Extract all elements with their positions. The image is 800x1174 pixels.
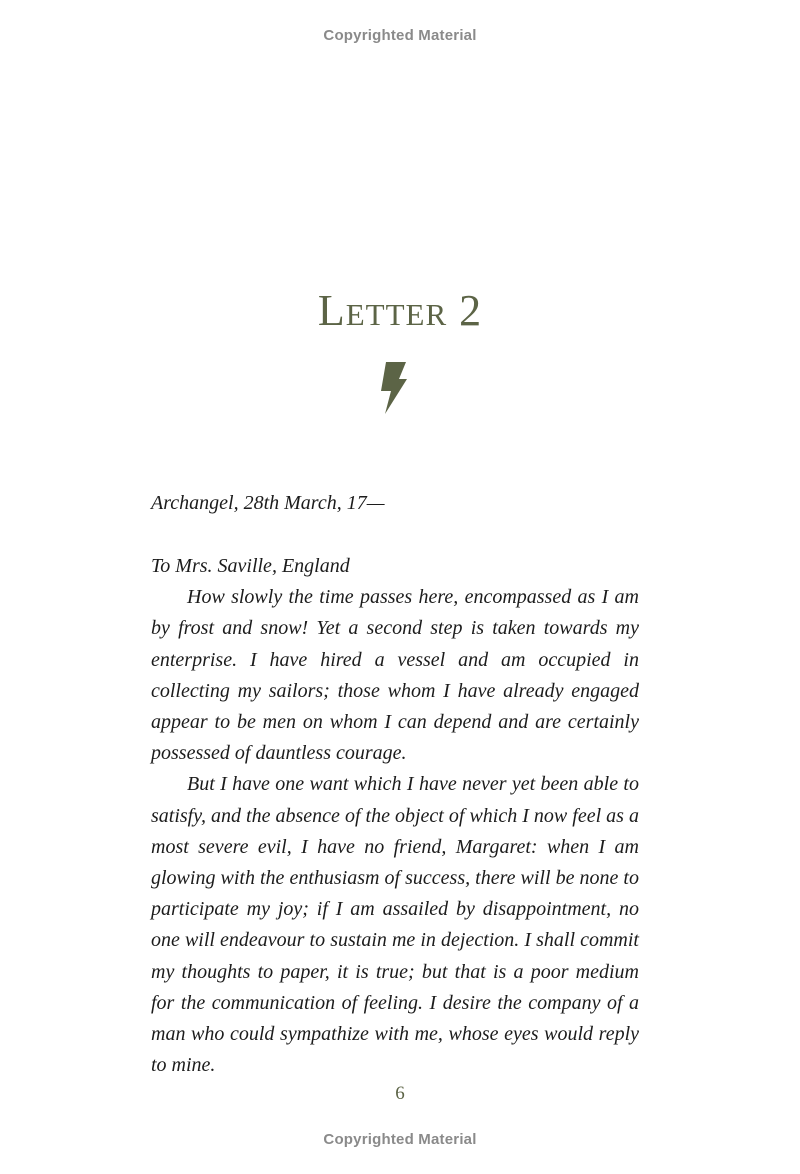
page-number: 6 bbox=[395, 1083, 405, 1104]
lightning-bolt-icon bbox=[377, 362, 411, 414]
copyright-watermark-top: Copyrighted Material bbox=[323, 27, 477, 44]
letter-salutation: To Mrs. Saville, England bbox=[151, 555, 350, 577]
letter-paragraph: But I have one want which I have never yet been able to satisfy, and the absence of the object of which I now feel as a most severe evil, I have no friend, Margaret: when I am glowing with the enthusiasm of success, there will be none to participate my joy; if I am assailed by disappointment, no one will endeavour to sustain me in dejection. I shall commit my thoughts to paper, it is true; but that is a poor medium for the communication of feeling. I desire the company of a man who could sympathize with me, whose eyes would reply to mine. bbox=[151, 773, 639, 1077]
letter-body bbox=[151, 551, 639, 1081]
copyright-watermark-bottom: Copyrighted Material bbox=[323, 1131, 477, 1148]
chapter-title: Letter 2 bbox=[317, 286, 483, 335]
letter-paragraph: How slowly the time passes here, encompassed as I am by frost and snow! Yet a second step is taken towards my enterprise. I have hired a vessel and am occupied in collecting my sailors; those whom I have already engaged appear to be men on whom I can depend and are certainly possessed of dauntless courage. bbox=[151, 586, 639, 765]
letter-dateline: Archangel, 28th March, 17— bbox=[151, 492, 385, 514]
